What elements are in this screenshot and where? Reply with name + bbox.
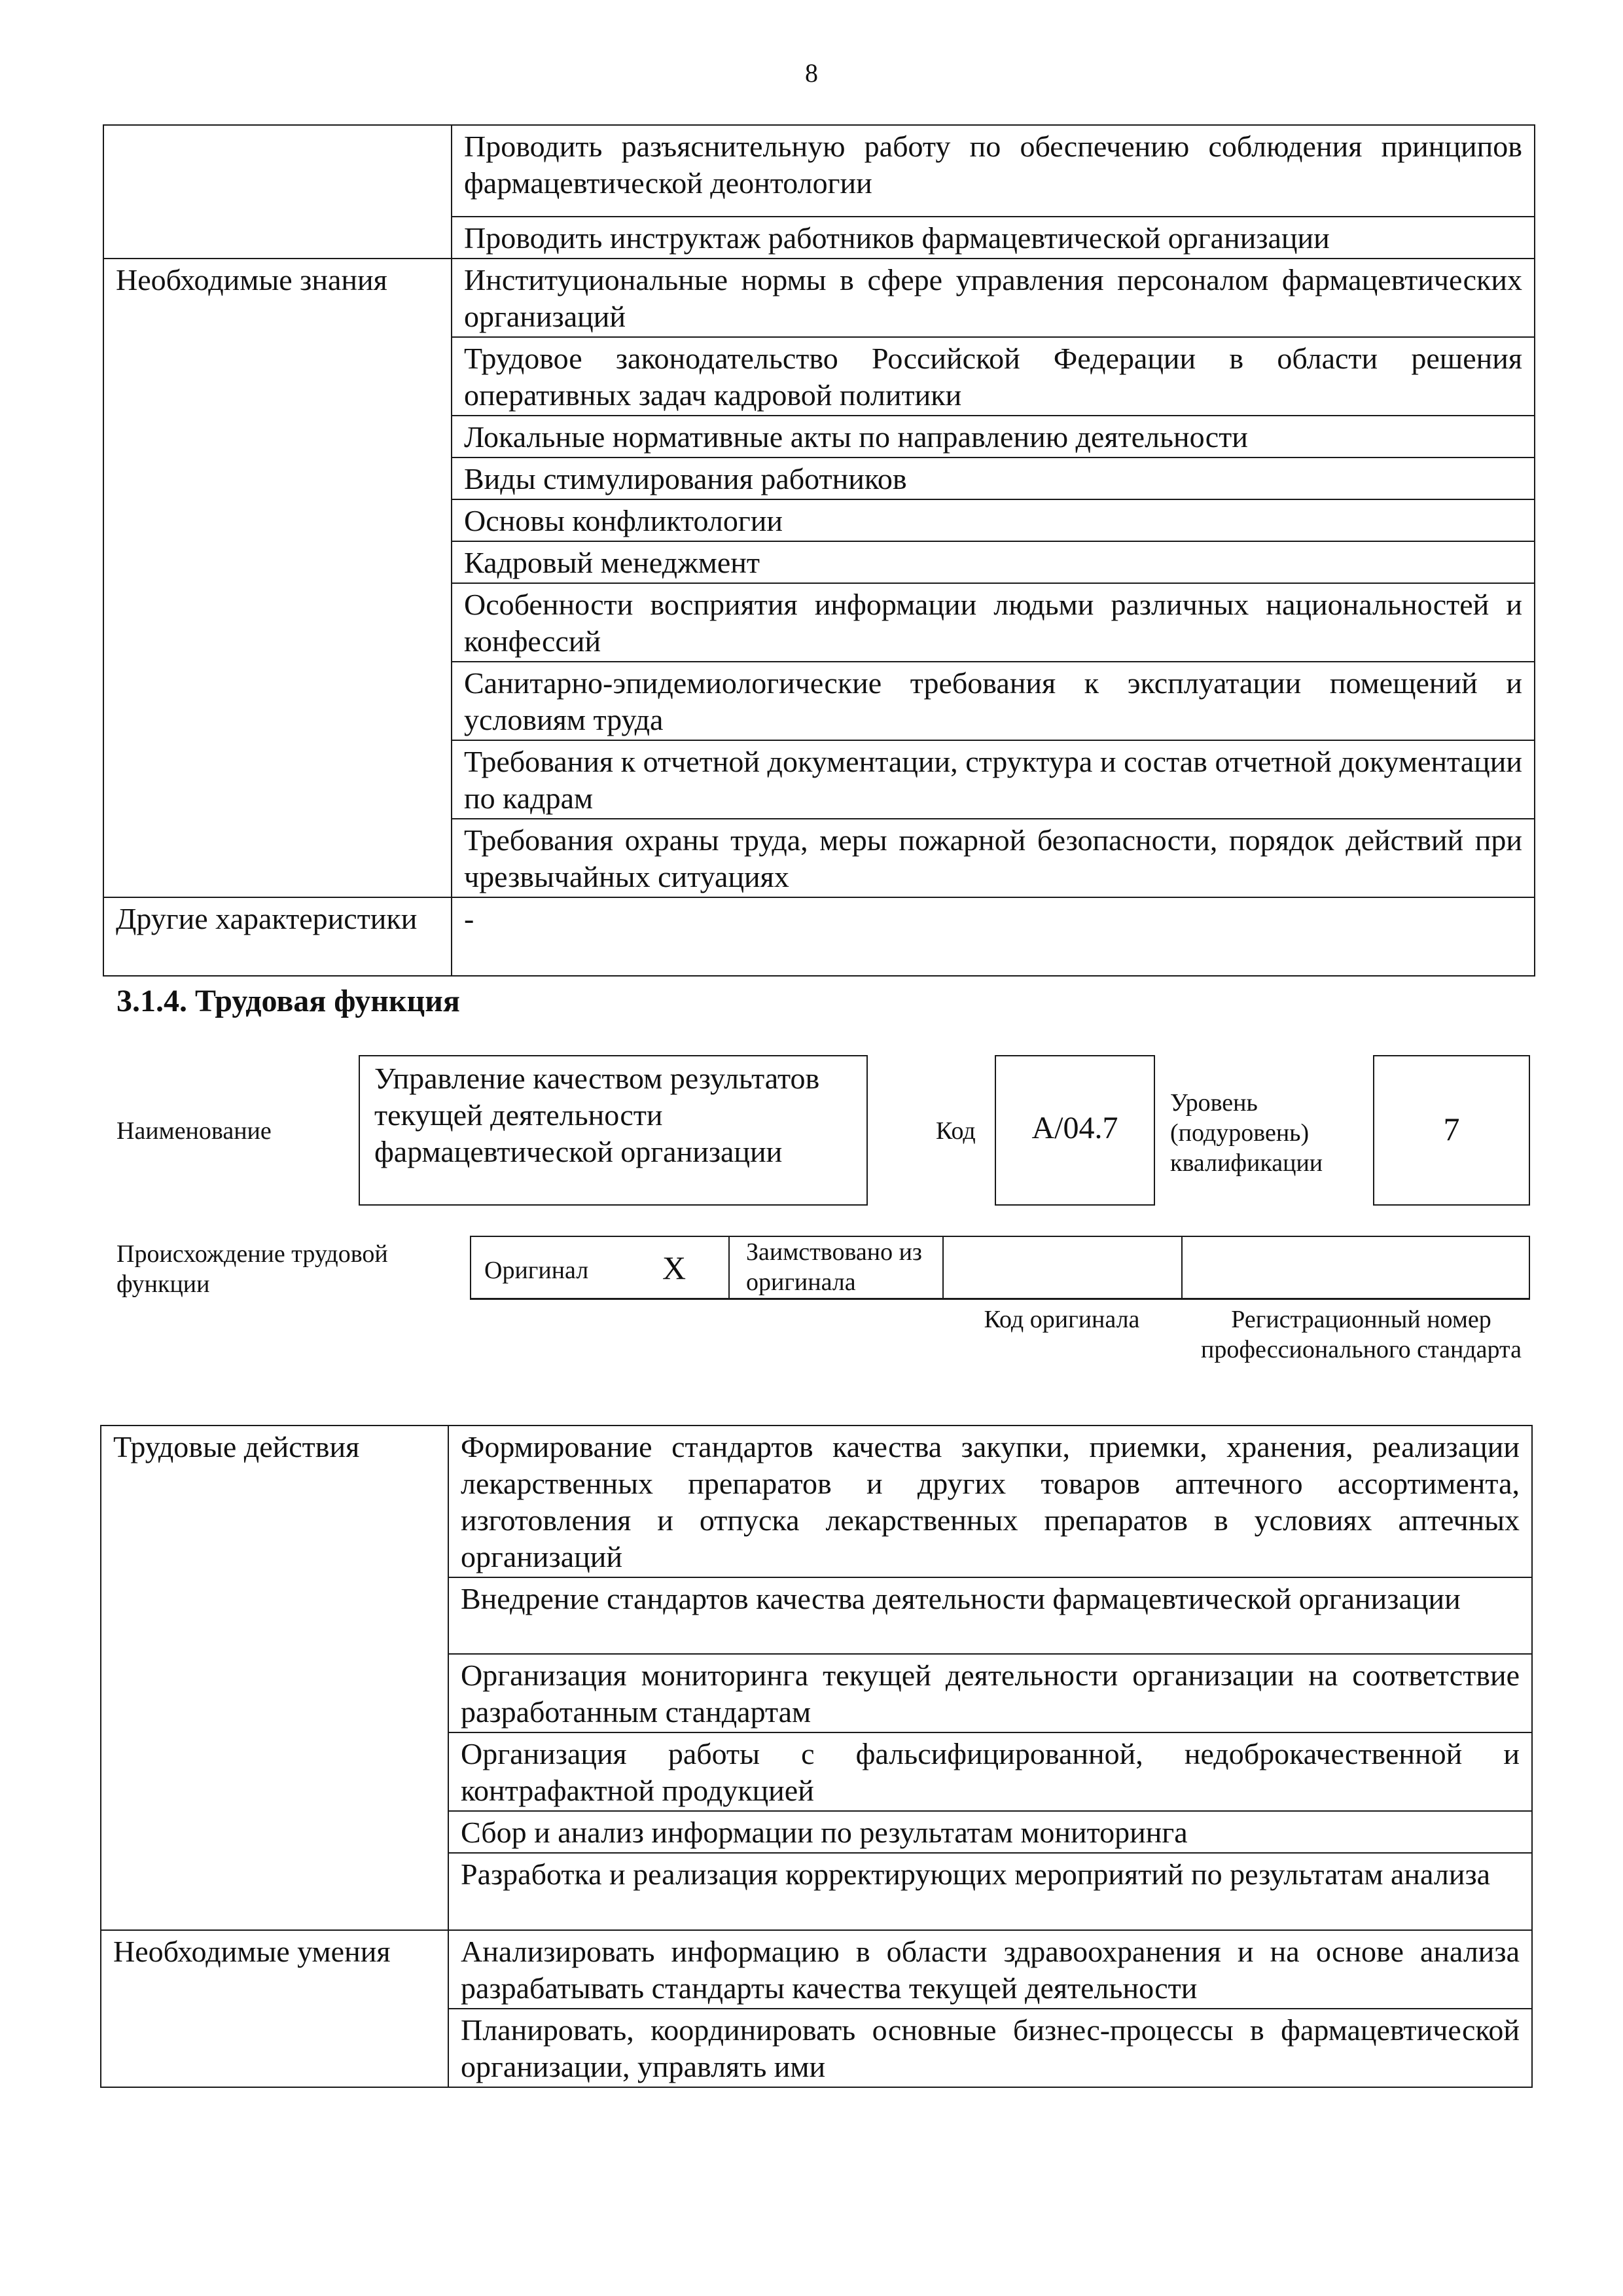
code-value: A/04.7 [1031, 1111, 1118, 1145]
table-cell: Локальные нормативные акты по направлению деятельности [452, 416, 1535, 457]
empty-label-cell [103, 125, 452, 259]
actions-label: Трудовые действия [101, 1426, 448, 1930]
table-cell: Основы конфликтологии [452, 499, 1535, 541]
knowledge-label: Необходимые знания [103, 259, 452, 897]
table-cell: Кадровый менеджмент [452, 541, 1535, 583]
level-value: 7 [1443, 1111, 1460, 1147]
reg-caption: Регистрационный номер профессионального стандарта [1201, 1306, 1522, 1363]
table-cell: Организация работы с фальсифицированной, недоброкачественной и контрафактной продукцией [448, 1732, 1532, 1811]
borrowed-label: Заимствовано из оригинала [746, 1238, 922, 1296]
table-cell: Институциональные нормы в сфере управления персоналом фармацевтических организаций [452, 259, 1535, 337]
table-row [103, 897, 1535, 976]
original-mark: X [662, 1249, 687, 1286]
name-value: Управление качеством результатов текущей деятельности фармацевтической организации [374, 1062, 820, 1168]
knowledge-table [103, 124, 1535, 977]
actions-table [100, 1425, 1533, 2088]
table-row [101, 1426, 1532, 1577]
table-cell: Трудовое законодательство Российской Федерации в области решения оперативных задач кадровой политики [452, 337, 1535, 416]
section-title: 3.1.4. Трудовая функция [116, 984, 460, 1018]
code-label: Код [936, 1117, 976, 1145]
table-row [103, 125, 1535, 217]
table-cell: Требования охраны труда, меры пожарной безопасности, порядок действий при чрезвычайных ситуациях [452, 819, 1535, 897]
table-row [101, 1930, 1532, 2009]
table-cell: Внедрение стандартов качества деятельности фармацевтической организации [448, 1577, 1532, 1654]
page-number: 8 [805, 58, 818, 88]
table-cell: Требования к отчетной документации, структура и состав отчетной документации по кадрам [452, 740, 1535, 819]
origin-box [470, 1236, 1530, 1300]
origin-label: Происхождение трудовой функции [116, 1240, 388, 1298]
name-label: Наименование [116, 1117, 272, 1145]
table-cell: Сбор и анализ информации по результатам мониторинга [448, 1811, 1532, 1853]
table-cell: Анализировать информацию в области здравоохранения и на основе анализа разрабатывать стандарты качества текущей деятельности [448, 1930, 1532, 2009]
origin-divider-3 [1181, 1236, 1183, 1300]
level-label: Уровень (подуровень) квалификации [1170, 1089, 1323, 1177]
table-cell: Проводить инструктаж работников фармацевтической организации [452, 217, 1535, 259]
name-value-box [359, 1055, 868, 1206]
table-cell: Особенности восприятия информации людьми различных национальностей и конфессий [452, 583, 1535, 662]
table-cell: Виды стимулирования работников [452, 457, 1535, 499]
other-value: - [452, 897, 1535, 976]
origin-divider-1 [728, 1236, 730, 1300]
original-label: Оригинал [484, 1257, 589, 1284]
code-caption: Код оригинала [984, 1306, 1140, 1333]
code-value-box [995, 1055, 1155, 1206]
table-cell: Санитарно-эпидемиологические требования к эксплуатации помещений и условиям труда [452, 662, 1535, 740]
other-label: Другие характеристики [103, 897, 452, 976]
table-cell: Формирование стандартов качества закупки, приемки, хранения, реализации лекарственных препаратов и других товаров аптечного ассортимента, изготовления и отпуска лекарственных препаратов в условиях аптечных организаций [448, 1426, 1532, 1577]
origin-divider-2 [942, 1236, 944, 1300]
table-cell: Разработка и реализация корректирующих мероприятий по результатам анализа [448, 1853, 1532, 1930]
table-cell: Проводить разъяснительную работу по обеспечению соблюдения принципов фармацевтической деонтологии [452, 125, 1535, 217]
table-cell: Планировать, координировать основные бизнес-процессы в фармацевтической организации, управлять ими [448, 2009, 1532, 2087]
table-row [103, 259, 1535, 337]
skills-label: Необходимые умения [101, 1930, 448, 2087]
table-cell: Организация мониторинга текущей деятельности организации на соответствие разработанным стандартам [448, 1654, 1532, 1732]
level-value-box [1373, 1055, 1530, 1206]
